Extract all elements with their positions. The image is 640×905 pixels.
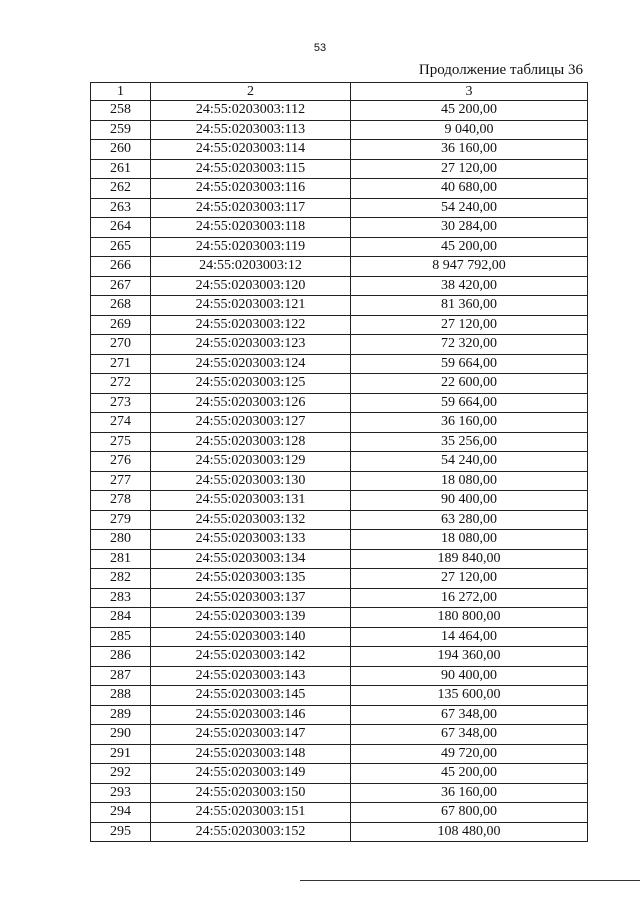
row-number-cell: 261	[91, 159, 151, 179]
cadastral-number-cell: 24:55:0203003:147	[151, 725, 351, 745]
value-cell: 27 120,00	[351, 159, 588, 179]
table-row	[91, 666, 588, 686]
value-cell: 59 664,00	[351, 354, 588, 374]
value-cell: 45 200,00	[351, 101, 588, 121]
table-continuation-label: Продолжение таблицы 36	[418, 62, 583, 78]
cadastral-number-cell: 24:55:0203003:133	[151, 530, 351, 550]
table-row	[91, 705, 588, 725]
row-number-cell: 295	[91, 822, 151, 842]
row-number-cell: 273	[91, 393, 151, 413]
cadastral-number-cell: 24:55:0203003:115	[151, 159, 351, 179]
cadastral-number-cell: 24:55:0203003:12	[151, 257, 351, 277]
table-row	[91, 783, 588, 803]
row-number-cell: 264	[91, 218, 151, 238]
table-row	[91, 686, 588, 706]
table-row	[91, 764, 588, 784]
table-row	[91, 374, 588, 394]
cadastral-number-cell: 24:55:0203003:149	[151, 764, 351, 784]
value-cell: 18 080,00	[351, 530, 588, 550]
table-row	[91, 647, 588, 667]
value-cell: 63 280,00	[351, 510, 588, 530]
value-cell: 67 348,00	[351, 725, 588, 745]
cadastral-number-cell: 24:55:0203003:126	[151, 393, 351, 413]
row-number-cell: 274	[91, 413, 151, 433]
cadastral-number-cell: 24:55:0203003:134	[151, 549, 351, 569]
cadastral-number-cell: 24:55:0203003:120	[151, 276, 351, 296]
table-row	[91, 803, 588, 823]
row-number-cell: 288	[91, 686, 151, 706]
cadastral-number-cell: 24:55:0203003:119	[151, 237, 351, 257]
row-number-cell: 284	[91, 608, 151, 628]
cadastral-number-cell: 24:55:0203003:150	[151, 783, 351, 803]
page-number: 53	[313, 42, 327, 54]
row-number-cell: 262	[91, 179, 151, 199]
row-number-cell: 282	[91, 569, 151, 589]
value-cell: 180 800,00	[351, 608, 588, 628]
cadastral-number-cell: 24:55:0203003:129	[151, 452, 351, 472]
value-cell: 18 080,00	[351, 471, 588, 491]
table-row	[91, 296, 588, 316]
cadastral-number-cell: 24:55:0203003:135	[151, 569, 351, 589]
row-number-cell: 275	[91, 432, 151, 452]
row-number-cell: 271	[91, 354, 151, 374]
value-cell: 72 320,00	[351, 335, 588, 355]
row-number-cell: 278	[91, 491, 151, 511]
table-row	[91, 549, 588, 569]
value-cell: 38 420,00	[351, 276, 588, 296]
column-header-3: 3	[351, 83, 588, 101]
row-number-cell: 259	[91, 120, 151, 140]
table-row	[91, 315, 588, 335]
row-number-cell: 280	[91, 530, 151, 550]
cadastral-number-cell: 24:55:0203003:114	[151, 140, 351, 160]
row-number-cell: 272	[91, 374, 151, 394]
row-number-cell: 258	[91, 101, 151, 121]
row-number-cell: 269	[91, 315, 151, 335]
row-number-cell: 263	[91, 198, 151, 218]
value-cell: 90 400,00	[351, 491, 588, 511]
value-cell: 36 160,00	[351, 413, 588, 433]
data-table	[90, 82, 588, 842]
row-number-cell: 265	[91, 237, 151, 257]
row-number-cell: 283	[91, 588, 151, 608]
table-row	[91, 335, 588, 355]
cadastral-number-cell: 24:55:0203003:152	[151, 822, 351, 842]
value-cell: 59 664,00	[351, 393, 588, 413]
cadastral-number-cell: 24:55:0203003:124	[151, 354, 351, 374]
cadastral-number-cell: 24:55:0203003:112	[151, 101, 351, 121]
row-number-cell: 268	[91, 296, 151, 316]
value-cell: 135 600,00	[351, 686, 588, 706]
table-row	[91, 101, 588, 121]
cadastral-number-cell: 24:55:0203003:137	[151, 588, 351, 608]
value-cell: 67 800,00	[351, 803, 588, 823]
value-cell: 49 720,00	[351, 744, 588, 764]
row-number-cell: 290	[91, 725, 151, 745]
table-row	[91, 627, 588, 647]
value-cell: 108 480,00	[351, 822, 588, 842]
cadastral-number-cell: 24:55:0203003:146	[151, 705, 351, 725]
value-cell: 14 464,00	[351, 627, 588, 647]
value-cell: 67 348,00	[351, 705, 588, 725]
table-body	[91, 101, 588, 842]
column-header-1: 1	[91, 83, 151, 101]
table-row	[91, 569, 588, 589]
value-cell: 36 160,00	[351, 140, 588, 160]
cadastral-number-cell: 24:55:0203003:122	[151, 315, 351, 335]
table-row	[91, 510, 588, 530]
table-row	[91, 179, 588, 199]
cadastral-number-cell: 24:55:0203003:118	[151, 218, 351, 238]
cadastral-number-cell: 24:55:0203003:148	[151, 744, 351, 764]
cadastral-number-cell: 24:55:0203003:132	[151, 510, 351, 530]
value-cell: 189 840,00	[351, 549, 588, 569]
value-cell: 8 947 792,00	[351, 257, 588, 277]
value-cell: 45 200,00	[351, 764, 588, 784]
row-number-cell: 266	[91, 257, 151, 277]
table-row	[91, 140, 588, 160]
cadastral-number-cell: 24:55:0203003:121	[151, 296, 351, 316]
table-row	[91, 257, 588, 277]
value-cell: 30 284,00	[351, 218, 588, 238]
value-cell: 16 272,00	[351, 588, 588, 608]
table-row	[91, 471, 588, 491]
value-cell: 54 240,00	[351, 198, 588, 218]
cadastral-number-cell: 24:55:0203003:125	[151, 374, 351, 394]
table-row	[91, 276, 588, 296]
table-row	[91, 393, 588, 413]
table-row	[91, 218, 588, 238]
value-cell: 90 400,00	[351, 666, 588, 686]
row-number-cell: 260	[91, 140, 151, 160]
cadastral-number-cell: 24:55:0203003:113	[151, 120, 351, 140]
value-cell: 22 600,00	[351, 374, 588, 394]
table-row	[91, 744, 588, 764]
table-row	[91, 159, 588, 179]
cadastral-number-cell: 24:55:0203003:123	[151, 335, 351, 355]
bottom-divider	[300, 880, 640, 881]
table-row	[91, 413, 588, 433]
row-number-cell: 270	[91, 335, 151, 355]
cadastral-number-cell: 24:55:0203003:151	[151, 803, 351, 823]
row-number-cell: 287	[91, 666, 151, 686]
row-number-cell: 267	[91, 276, 151, 296]
table-header-row	[91, 83, 588, 101]
table-row	[91, 608, 588, 628]
cadastral-number-cell: 24:55:0203003:130	[151, 471, 351, 491]
value-cell: 27 120,00	[351, 569, 588, 589]
row-number-cell: 293	[91, 783, 151, 803]
column-header-2: 2	[151, 83, 351, 101]
row-number-cell: 276	[91, 452, 151, 472]
table-row	[91, 452, 588, 472]
row-number-cell: 277	[91, 471, 151, 491]
cadastral-number-cell: 24:55:0203003:128	[151, 432, 351, 452]
cadastral-number-cell: 24:55:0203003:127	[151, 413, 351, 433]
row-number-cell: 285	[91, 627, 151, 647]
table-row	[91, 822, 588, 842]
table-row	[91, 198, 588, 218]
row-number-cell: 292	[91, 764, 151, 784]
cadastral-number-cell: 24:55:0203003:142	[151, 647, 351, 667]
table-row	[91, 432, 588, 452]
cadastral-number-cell: 24:55:0203003:117	[151, 198, 351, 218]
table-row	[91, 354, 588, 374]
value-cell: 194 360,00	[351, 647, 588, 667]
value-cell: 36 160,00	[351, 783, 588, 803]
cadastral-number-cell: 24:55:0203003:145	[151, 686, 351, 706]
cadastral-number-cell: 24:55:0203003:143	[151, 666, 351, 686]
cadastral-number-cell: 24:55:0203003:139	[151, 608, 351, 628]
value-cell: 35 256,00	[351, 432, 588, 452]
table-row	[91, 237, 588, 257]
row-number-cell: 281	[91, 549, 151, 569]
row-number-cell: 286	[91, 647, 151, 667]
value-cell: 9 040,00	[351, 120, 588, 140]
table-row	[91, 491, 588, 511]
value-cell: 40 680,00	[351, 179, 588, 199]
table-row	[91, 725, 588, 745]
cadastral-number-cell: 24:55:0203003:140	[151, 627, 351, 647]
cadastral-number-cell: 24:55:0203003:116	[151, 179, 351, 199]
value-cell: 45 200,00	[351, 237, 588, 257]
table-row	[91, 530, 588, 550]
row-number-cell: 294	[91, 803, 151, 823]
table-row	[91, 588, 588, 608]
row-number-cell: 279	[91, 510, 151, 530]
row-number-cell: 291	[91, 744, 151, 764]
row-number-cell: 289	[91, 705, 151, 725]
value-cell: 54 240,00	[351, 452, 588, 472]
value-cell: 81 360,00	[351, 296, 588, 316]
cadastral-number-cell: 24:55:0203003:131	[151, 491, 351, 511]
table-row	[91, 120, 588, 140]
value-cell: 27 120,00	[351, 315, 588, 335]
